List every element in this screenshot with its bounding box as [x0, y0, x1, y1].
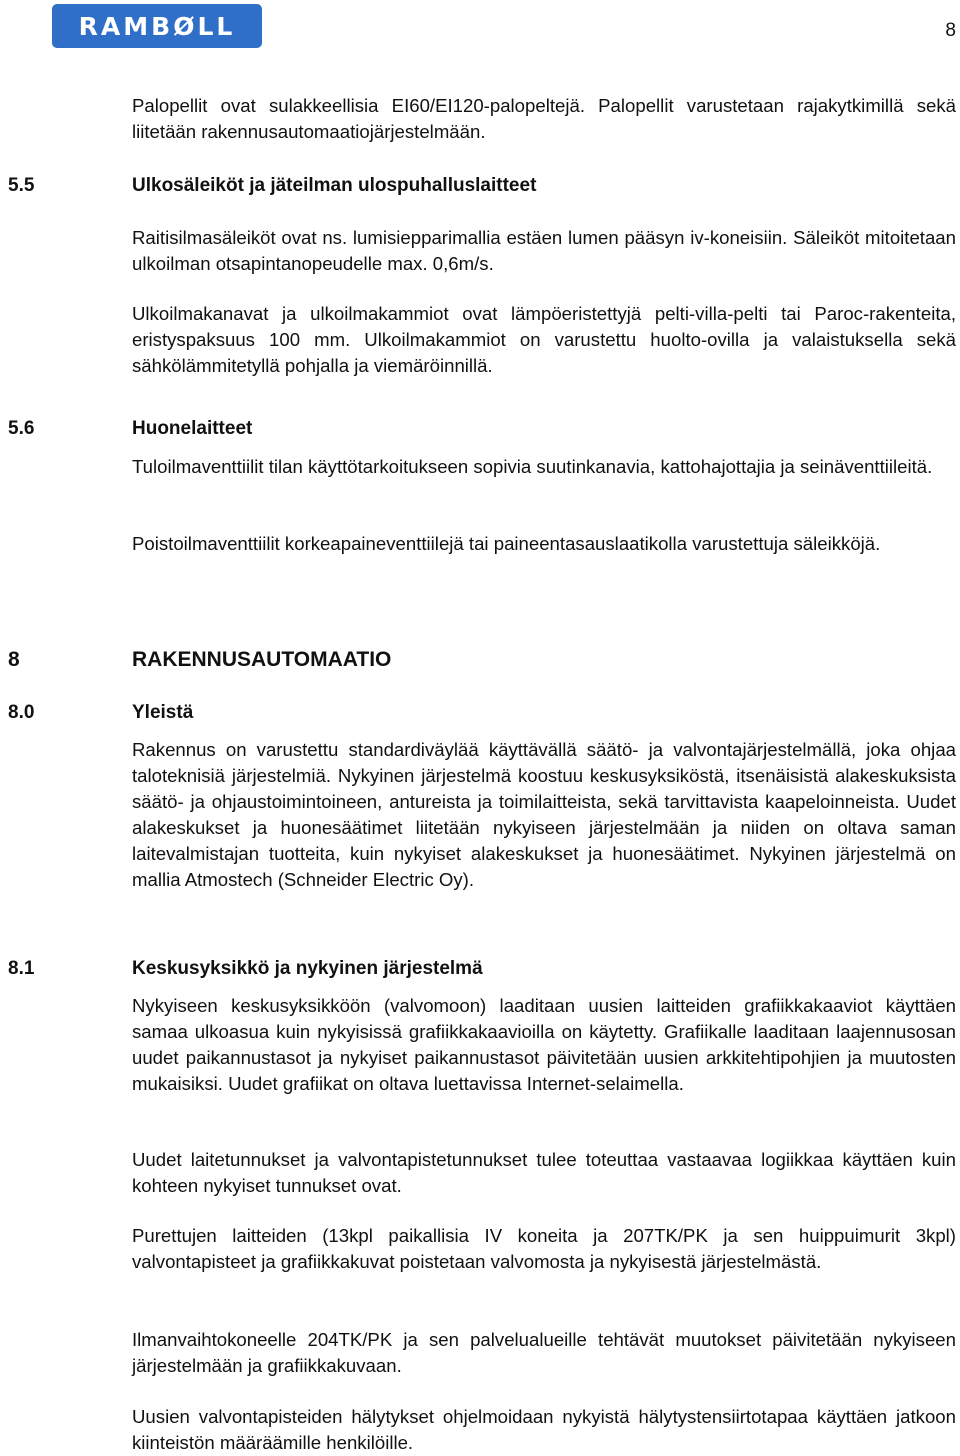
paragraph: Poistoilmaventtiilit korkeapaineventtiilejä tai paineentasauslaatikolla varustettuja säleikköjä.: [132, 533, 881, 554]
chapter-number: 8: [8, 648, 20, 671]
page-number: 8: [945, 20, 956, 41]
paragraph: Ulkoilmakanavat ja ulkoilmakammiot ovat lämpöeristettyjä pelti-villa-pelti tai Paroc-rakenteita, eristyspaksuus 100 mm. Ulkoilmakammiot on varustettu huolto-ovilla ja valaistuksella sekä sähkölämmitetyllä pohjalla ja viemäröinnillä.: [132, 303, 956, 376]
section-title: Keskusyksikkö ja nykyinen järjestelmä: [132, 958, 483, 979]
company-logo: [52, 4, 262, 48]
section-title: Huonelaitteet: [132, 418, 253, 439]
section-number: 8.0: [8, 702, 35, 723]
paragraph: Nykyiseen keskusyksikköön (valvomoon) laaditaan uusien laitteiden grafiikkakaaviot käyttäen samaa ulkoasua kuin nykyisissä grafiikkakaavioilla on käytetty. Grafiikalle laaditaan laajennusosan uudet paikannustasot ja nykyiset paikannustasot päivitetään uusien arkkitehtipohjien ja muutosten mukaisiksi. Uudet grafiikat on oltava luettavissa Internet-selaimella.: [132, 995, 956, 1094]
paragraph: Rakennus on varustettu standardiväylää käyttävällä säätö- ja valvontajärjestelmällä, joka ohjaa taloteknisiä järjestelmiä. Nykyinen järjestelmä koostuu keskusyksiköstä, itsenäisistä alakeskuksista säätö- ja ohjaustoimintoineen, antureista ja toimilaitteista, sekä tarvittavista kaapeloinneista. Uudet alakeskukset ja huonesäätimet liitetään nykyiseen järjestelmään ja niiden on oltava saman laitevalmistajan tuotteita, kuin nykyiset alakeskukset ja huonesäätimet. Nykyinen järjestelmä on mallia Atmostech (Schneider Electric Oy).: [132, 739, 956, 890]
chapter-title: RAKENNUSAUTOMAATIO: [132, 648, 392, 671]
paragraph: Uudet laitetunnukset ja valvontapistetunnukset tulee toteuttaa vastaavaa logiikkaa käyttäen kuin kohteen nykyiset tunnukset ovat.: [132, 1149, 956, 1196]
section-number: 5.5: [8, 175, 35, 196]
section-title: Yleistä: [132, 702, 194, 723]
paragraph: Uusien valvontapisteiden hälytykset ohjelmoidaan nykyistä hälytystensiirtotapaa käyttäen jatkoon kiinteistön määräämille henkilöille.: [132, 1406, 956, 1453]
logo-text: RAMBØLL: [78, 11, 236, 41]
paragraph: Ilmanvaihtokoneelle 204TK/PK ja sen palvelualueille tehtävät muutokset päivitetään nykyiseen järjestelmään ja grafiikkakuvaan.: [132, 1329, 956, 1376]
paragraph: Purettujen laitteiden (13kpl paikallisia IV koneita ja 207TK/PK ja sen huippuimurit 3kpl) valvontapisteet ja grafiikkakuvat poistetaan valvomosta ja nykyisestä järjestelmästä.: [132, 1225, 956, 1272]
section-number: 5.6: [8, 418, 35, 439]
section-title: Ulkosäleiköt ja jäteilman ulospuhalluslaitteet: [132, 175, 537, 196]
paragraph: Tuloilmaventtiilit tilan käyttötarkoitukseen sopivia suutinkanavia, kattohajottajia ja seinäventtiileitä.: [132, 456, 933, 477]
section-number: 8.1: [8, 958, 35, 979]
paragraph: Raitisilmasäleiköt ovat ns. lumisiepparimallia estäen lumen pääsyn iv-koneisiin. Säleiköt mitoitetaan ulkoilman otsapintanopeudelle max. 0,6m/s.: [132, 227, 956, 274]
intro-paragraph: Palopellit ovat sulakkeellisia EI60/EI120-palopeltejä. Palopellit varustetaan rajakytkimillä sekä liitetään rakennusautomaatiojärjestelmään.: [132, 95, 956, 142]
